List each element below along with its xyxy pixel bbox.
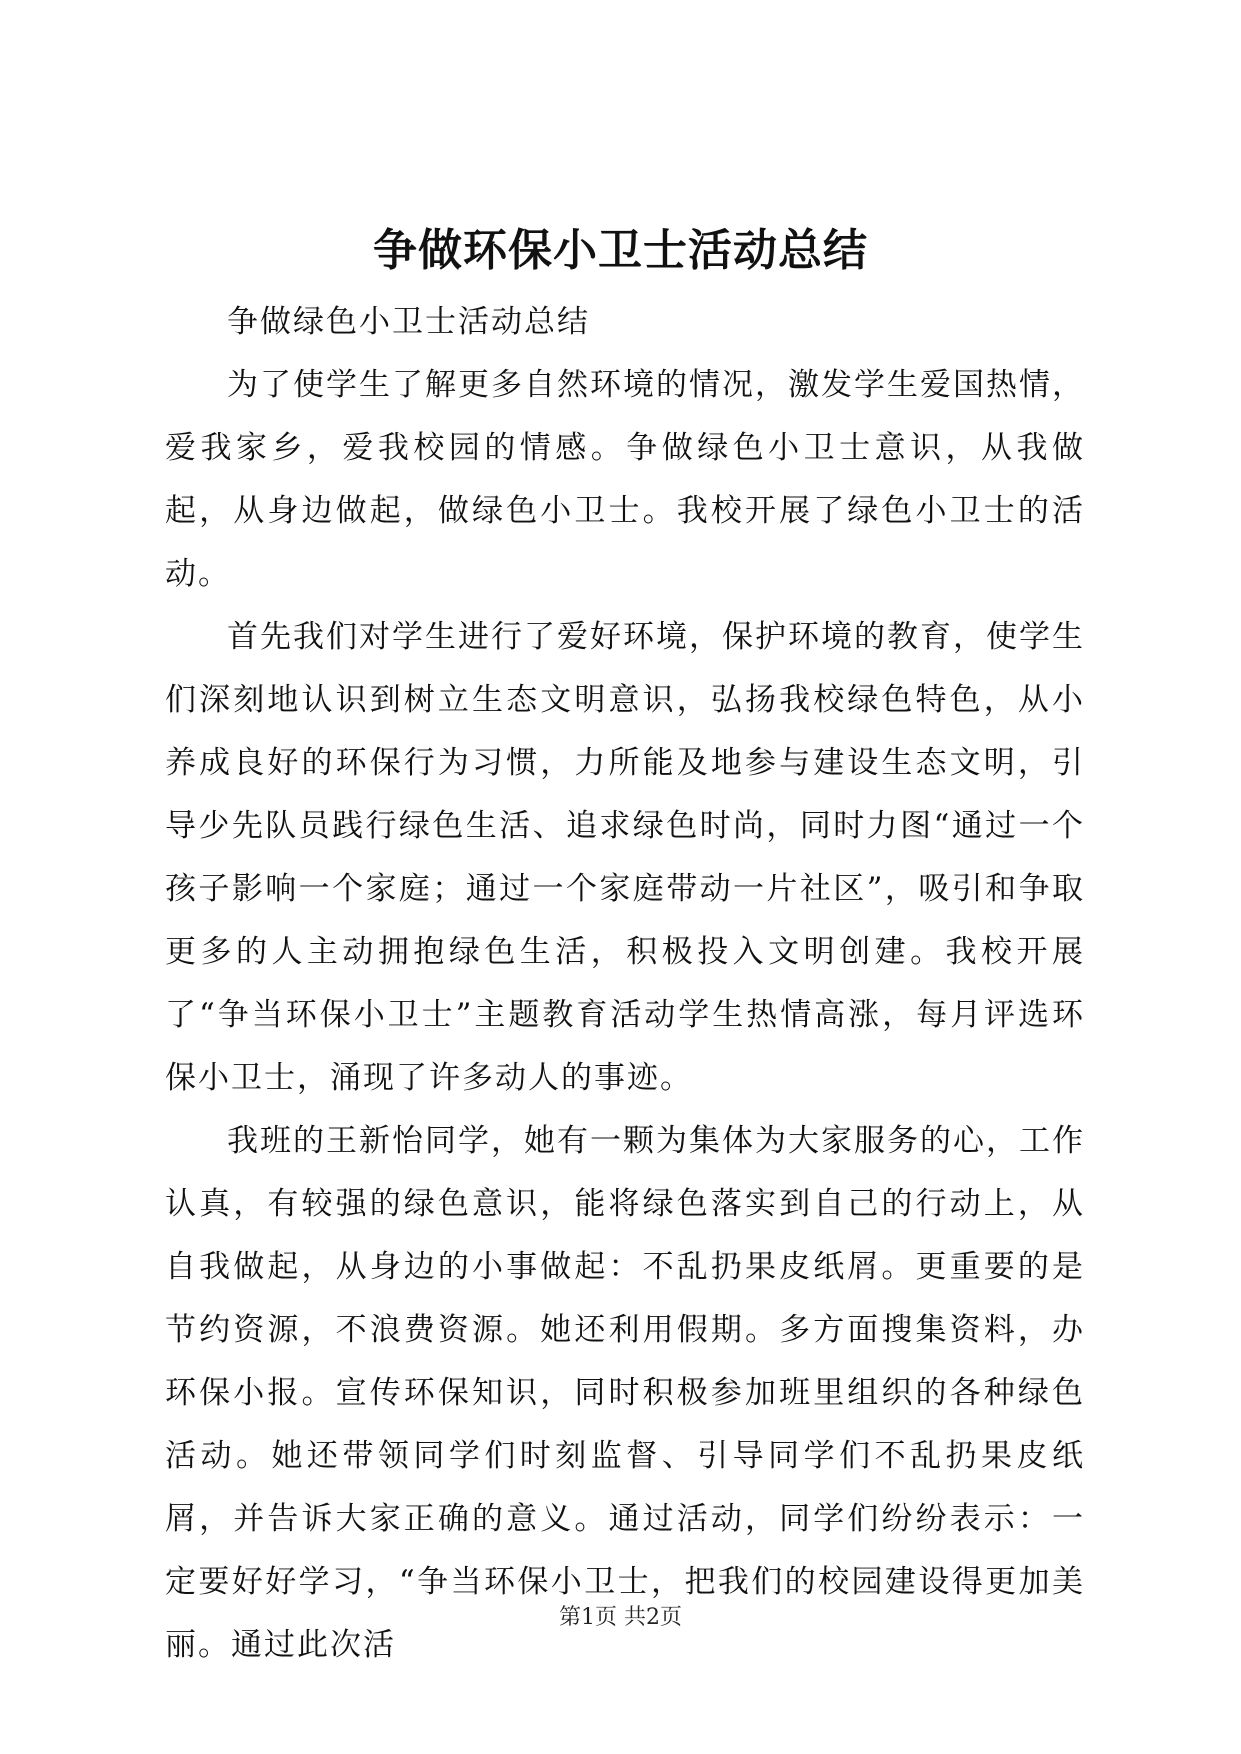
paragraph-student-story: 我班的王新怡同学，她有一颗为集体为大家服务的心，工作认真，有较强的绿色意识，能将绿色落实到自己的行动上，从自我做起，从身边的小事做起：不乱扔果皮纸屑。更重要的是节约资源，不浪费资源。她还利用假期。多方面搜集资料，办环保小报。宣传环保知识，同时积极参加班里组织的各种绿色活动。她还带领同学们时刻监督、引导同学们不乱扔果皮纸屑，并告诉大家正确的意义。通过活动，同学们纷纷表示：一定要好好学习，“争当环保小卫士，把我们的校园建设得更加美丽。通过此次活 xyxy=(165,1123,1085,1663)
page-number-footer: 第1页 共2页 xyxy=(559,1605,682,1630)
paragraph-intro: 为了使学生了解更多自然环境的情况，激发学生爱国热情，爱我家乡，爱我校园的情感。争做绿色小卫士意识，从我做起，从身边做起，做绿色小卫士。我校开展了绿色小卫士的活动。 xyxy=(165,367,1085,592)
document-body xyxy=(165,291,1085,1677)
document-title: 争做环保小卫士活动总结 xyxy=(373,225,868,276)
paragraph-education: 首先我们对学生进行了爱好环境，保护环境的教育，使学生们深刻地认识到树立生态文明意识，弘扬我校绿色特色，从小养成良好的环保行为习惯，力所能及地参与建设生态文明，引导少先队员践行绿色生活、追求绿色时尚，同时力图“通过一个孩子影响一个家庭；通过一个家庭带动一片社区”，吸引和争取更多的人主动拥抱绿色生活，积极投入文明创建。我校开展了“争当环保小卫士”主题教育活动学生热情高涨，每月评选环保小卫士，涌现了许多动人的事迹。 xyxy=(165,619,1085,1096)
paragraph-subtitle: 争做绿色小卫士活动总结 xyxy=(227,304,590,340)
